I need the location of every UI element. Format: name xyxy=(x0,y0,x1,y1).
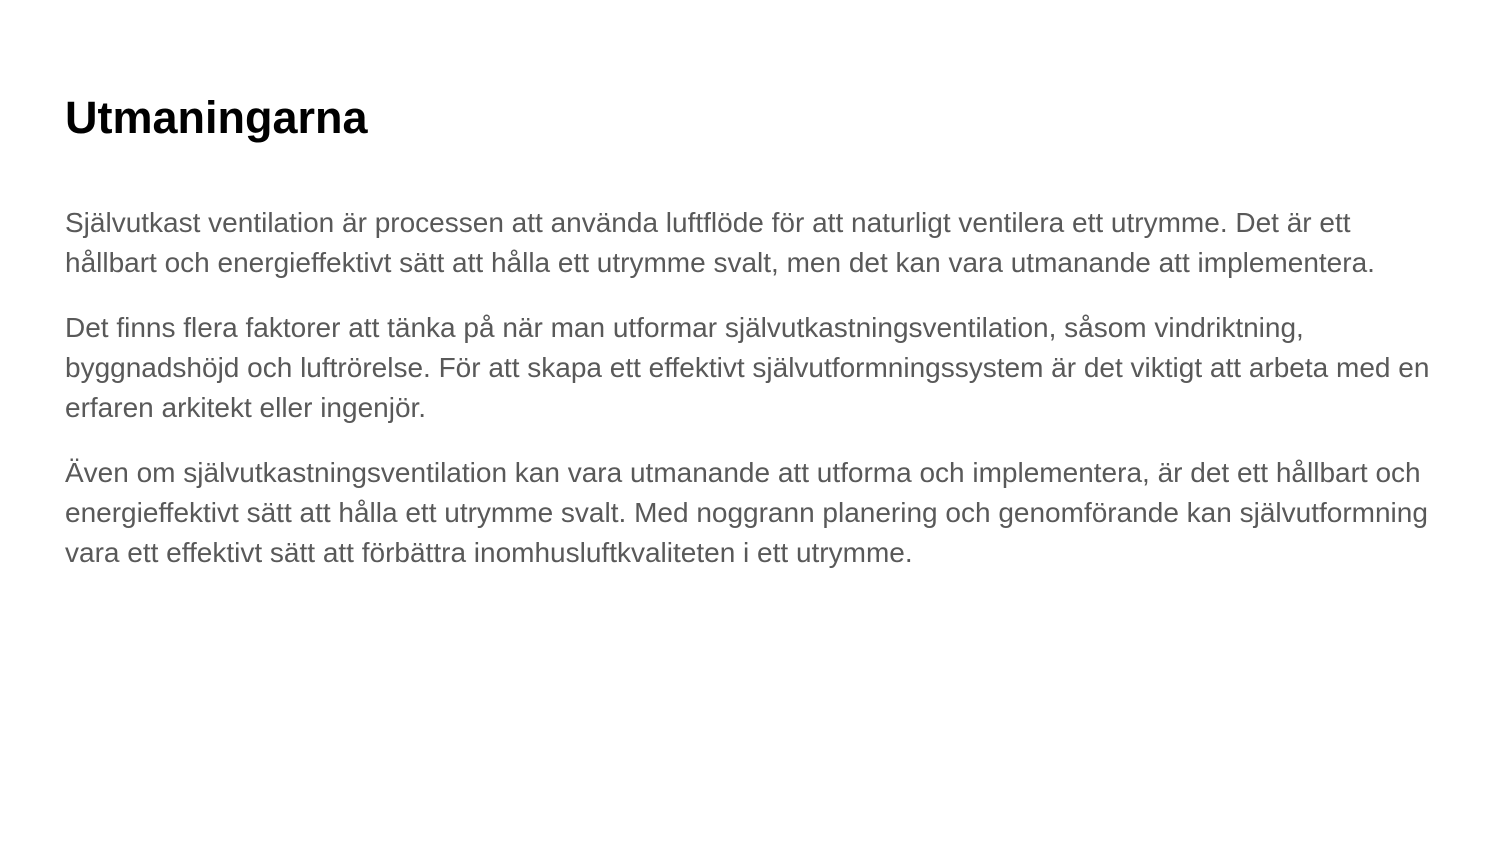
slide-title: Utmaningarna xyxy=(65,92,368,143)
body-paragraph-1: Självutkast ventilation är processen att använda luftflöde för att naturligt ventilera ett utrymme. Det är ett hållbart och energieffektivt sätt att hålla ett utrymme svalt, men det kan vara utmanande att implementera. xyxy=(65,207,1375,278)
body-paragraph-2: Det finns flera faktorer att tänka på när man utformar självutkastningsventilation, såsom vindriktning, byggnadshöjd och luftrörelse. För att skapa ett effektivt självutformningssystem är det viktigt att arbeta med en erfaren arkitekt eller ingenjör. xyxy=(65,312,1430,423)
slide-body xyxy=(65,203,1445,598)
body-paragraph-3: Även om självutkastningsventilation kan vara utmanande att utforma och implementera, är det ett hållbart och energieffektivt sätt att hålla ett utrymme svalt. Med noggrann planering och genomförande kan självutformning vara ett effektivt sätt att förbättra inomhusluftkvaliteten i ett utrymme. xyxy=(65,457,1428,568)
